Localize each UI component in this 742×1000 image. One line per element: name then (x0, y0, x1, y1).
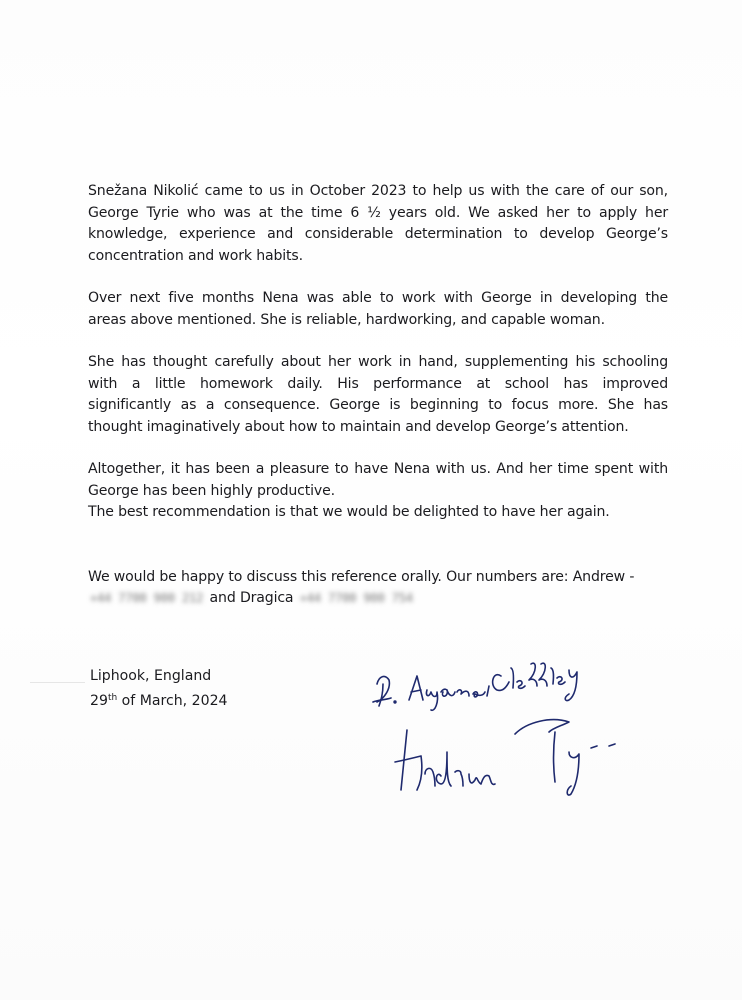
place: Liphook, England (90, 668, 212, 684)
signature-dragica (373, 663, 577, 710)
text-line: concentration and work habits. (88, 247, 303, 264)
text-line: George has been highly productive. (88, 482, 335, 499)
text-line: significantly as a consequence. George is beginning to focus more. She has (88, 397, 668, 413)
signatures-image (365, 640, 665, 820)
redacted-phone-dragica: +44 7700 900 754 (299, 591, 413, 605)
text-line: The best recommendation is that we would be delighted to have her again. (88, 504, 610, 520)
letter-body (88, 181, 668, 631)
text-line: thought imaginatively about how to maintain and develop George’s attention. (88, 418, 629, 435)
text-line: She has thought carefully about her work in hand, supplementing his schooling (88, 354, 668, 370)
date (90, 688, 228, 713)
text-line: areas above mentioned. She is reliable, hardworking, and capable woman. (88, 311, 605, 328)
text-line: knowledge, experience and considerable determination to develop George’s (88, 226, 668, 242)
text-line: Altogether, it has been a pleasure to have Nena with us. And her time spent with (88, 461, 668, 477)
scan-artifact-line (30, 682, 85, 683)
contact-numbers-line (88, 588, 668, 610)
paragraph-summary (88, 459, 668, 502)
place-and-date (90, 666, 228, 712)
text-line: with a little homework daily. His performance at school has improved (88, 375, 668, 392)
text-line: George Tyrie who was at the time 6 ½ years old. We asked her to apply her (88, 204, 668, 221)
paragraph-recommendation (88, 502, 668, 524)
and-dragica-text: and Dragica (209, 590, 294, 606)
paragraph-contact (88, 567, 668, 610)
paragraph-intro (88, 181, 668, 267)
date-day: 29 (90, 692, 108, 709)
signature-andrew (395, 720, 615, 795)
date-suffix: th (107, 692, 118, 703)
paragraph-work (88, 352, 668, 438)
paragraph-progress (88, 288, 668, 331)
contact-line: We would be happy to discuss this reference orally. Our numbers are: Andrew - (88, 568, 635, 585)
date-rest: of March, 2024 (117, 692, 228, 709)
redacted-phone-andrew: +44 7700 900 212 (90, 591, 204, 605)
text-line: Over next five months Nena was able to work with George in developing the (88, 290, 668, 306)
text-line: Snežana Nikolić came to us in October 2023 to help us with the care of our son, (88, 183, 668, 199)
